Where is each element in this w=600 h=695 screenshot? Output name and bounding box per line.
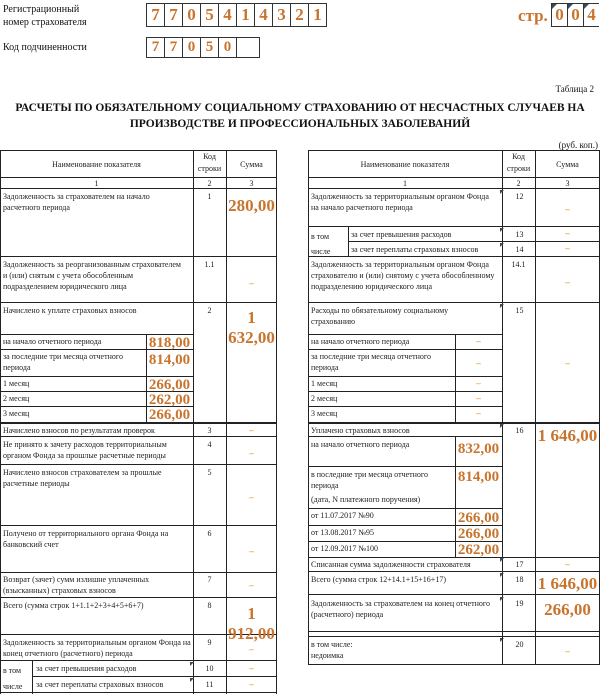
divider [32,660,33,694]
table-label: Таблица 2 [555,84,594,94]
divider [308,302,600,303]
col-header-name: Наименование показателя [360,160,450,169]
row-16-sub-value[interactable]: 832,00 [457,441,500,457]
divider [308,571,600,572]
row-14-1-value[interactable]: – [565,277,570,287]
reg-number-label [3,3,87,29]
row-10-name: за счет превышения расходов [36,664,137,673]
row-12-value[interactable]: – [565,204,570,214]
row-4-value[interactable]: – [249,448,254,458]
row-11-value[interactable]: – [249,679,254,689]
row-9-code: 9 [207,638,212,647]
row-17-name: Списанная сумма задолженности страхователя [311,560,471,569]
col-header-code [502,151,535,175]
divider [308,226,600,227]
col-header-code [193,151,226,175]
row-20-name [311,639,496,661]
row-17-code: 17 [503,559,536,570]
incl-line1: в том [311,232,330,241]
row-15-sub-name: 3 месяц [311,409,338,418]
row-10-value[interactable]: – [249,663,254,673]
divider [308,436,502,437]
row-20-line2: недоимка [311,651,344,660]
row-3-value[interactable]: – [249,425,254,435]
reg-digit: 4 [219,4,237,26]
reg-digit: 1 [237,4,255,26]
reg-label-line1: Регистрационный [3,4,80,15]
sub-digit: 5 [201,38,219,57]
row-2-sub-name: 1 месяц [3,379,30,388]
row-2-sub-value[interactable]: 814,00 [148,352,191,368]
row-2-sub-value[interactable]: 266,00 [148,377,191,393]
row-13-name: за счет превышения расходов [351,230,452,239]
row-14-code: 14 [503,244,536,255]
divider [0,302,277,303]
row-7-name: Возврат (зачет) сумм излишне уплаченных (взысканных) страховых взносов [3,575,150,595]
row-14-value[interactable]: – [565,243,570,253]
row-3-name: Начислено взносов по результатам проверок [3,426,155,435]
row-12-name: Задолженность за территориальным органом Фонда на начало расчетного периода [311,192,489,212]
divider [308,406,502,407]
row-16-value[interactable]: 1 646,00 [537,426,598,445]
row-20-code: 20 [503,639,536,650]
including-label [3,663,31,695]
row-1-code: 1 [207,192,212,201]
row-15-sub-value[interactable]: – [476,358,481,368]
row-15-sub-value[interactable]: – [476,408,481,418]
row-8-value[interactable]: 1 912,00 [228,604,275,643]
divider [0,422,277,424]
divider [0,597,277,598]
row-20-line1: в том числе: [311,640,353,649]
row-1-value[interactable]: 280,00 [228,196,275,215]
incl-line2: числе [3,682,23,691]
col-header-name: Наименование показателя [52,160,141,169]
row-18-name: Всего (сумма строк 12+14.1+15+16+17) [311,575,446,584]
incl-line2: числе [311,247,331,256]
row-12-code: 12 [503,191,536,202]
reg-digit: 5 [201,4,219,26]
divider [0,692,277,693]
row-16-sub-value[interactable]: 266,00 [457,510,500,526]
row-3-code: 3 [207,426,212,435]
row-5-code: 5 [207,468,212,477]
row-1-1-code: 1.1 [204,260,215,269]
divider [308,256,600,257]
divider [0,572,277,573]
row-16-name: Уплачено страховых взносов [311,426,410,435]
row-16-sub-value[interactable]: 266,00 [457,526,500,542]
row-8-code: 8 [207,601,212,610]
row-16-sub-name: от 13.08.2017 №95 [311,528,375,537]
row-16-sub-name: в последние три месяца отчетного периода [311,470,429,490]
row-2-sub-name: за последние три месяца отчетного периода [3,352,123,372]
divider [502,632,503,664]
row-4-name: Не принято к зачету расходов территориальным органом Фонда за прошлые расчетные периоды [3,440,167,460]
row-16-sub-value[interactable]: 262,00 [457,542,500,558]
col-num: 1 [94,179,99,188]
row-1-1-value[interactable]: – [249,278,254,288]
row-2-name: Начислено к уплате страховых взносов [3,306,137,315]
page-digit: 0 [552,4,568,26]
col-num: 3 [565,179,570,188]
row-20-value[interactable]: – [565,646,570,656]
incl-line1: в том [3,666,22,675]
row-15-sub-value[interactable]: – [476,336,481,346]
row-15-sub-name: 2 месяц [311,394,338,403]
row-16-code: 16 [503,425,536,436]
divider [535,632,536,664]
code-line2: строки [506,164,531,173]
divider [308,664,600,665]
sub-digit [237,38,260,57]
row-6-name: Получено от территориального органа Фонда на банковский счет [3,529,169,549]
row-15-name: Расходы по обязательному социальному страхованию [311,306,449,326]
row-7-code: 7 [207,575,212,584]
row-15-code: 15 [503,305,536,316]
reg-digit: 0 [183,4,201,26]
row-6-code: 6 [207,529,212,538]
divider [308,334,502,335]
row-2-sub-value[interactable]: 818,00 [148,335,191,351]
row-2-sub-name: 3 месяц [3,409,30,418]
col-num: 1 [403,179,407,188]
row-4-code: 4 [207,440,212,449]
code-line1: Код [203,152,216,161]
row-2-code: 2 [207,306,212,315]
page-digit: 0 [568,4,584,26]
divider [32,676,277,677]
row-15-sub-value[interactable]: – [476,378,481,388]
row-2-sub-value[interactable]: 266,00 [148,407,191,423]
row-2-sub-value[interactable]: 262,00 [148,392,191,408]
row-6-value[interactable]: – [249,546,254,556]
reg-digit: 7 [147,4,165,26]
divider [348,241,600,242]
divider [348,226,349,256]
row-14-name: за счет переплаты страховых взносов [351,245,479,254]
divider [308,466,502,467]
row-15-sub-name: за последние три месяца отчетного периода [311,352,431,372]
page-label: стр. [518,6,548,25]
row-9-name: Задолженность за территориальным органом Фонда на конец отчетного (расчетного) периода [3,638,191,658]
row-11-name: за счет переплаты страховых взносов [36,680,164,689]
col-header-sum: Сумма [240,160,263,169]
row-14-1-code: 14.1 [511,260,526,269]
divider [308,349,502,350]
row-9-value[interactable]: – [249,644,254,654]
row-5-name: Начислено взносов страхователем за прошлые расчетные периоды [3,468,162,488]
row-15-sub-name: 1 месяц [311,379,338,388]
units-label: (руб. коп.) [558,140,598,150]
sub-digit: 0 [183,38,201,57]
row-10-code: 10 [193,663,226,674]
reg-digit: 3 [273,4,291,26]
row-2-sub-name: 2 месяц [3,394,30,403]
sub-digit: 0 [219,38,237,57]
divider [308,391,502,392]
reg-digit: 2 [291,4,309,26]
sub-digit: 7 [147,38,165,57]
title-line1: РАСЧЕТЫ ПО ОБЯЗАТЕЛЬНОМУ СОЦИАЛЬНОМУ СТРАХОВАНИЮ ОТ НЕСЧАСТНЫХ СЛУЧАЕВ НА [15,102,585,114]
row-13-value[interactable]: – [565,228,570,238]
row-16-sub-name: от 11.07.2017 №90 [311,511,374,520]
row-16-sub-note: (дата, N платежного поручения) [311,495,421,504]
row-16-sub-name: от 12.09.2017 №100 [311,544,379,553]
divider [0,436,277,437]
row-2-value[interactable]: 1 632,00 [228,308,275,347]
reg-digit: 4 [255,4,273,26]
row-11-code: 11 [193,679,226,690]
row-15-sub-name: на начало отчетного периода [311,337,410,346]
col-num: 2 [516,179,521,188]
divider [0,464,277,465]
reg-number-field[interactable] [146,3,327,27]
row-17-value[interactable]: – [565,559,570,569]
divider [0,660,277,661]
row-16-sub-name: на начало отчетного периода [311,440,410,449]
row-5-value[interactable]: – [249,492,254,502]
row-14-1-name: Задолженность за территориальным органом Фонда страхователю и (или) снятому с учета обособленному подразделению юридического лица [311,260,495,291]
divider [308,632,309,664]
divider [0,525,277,526]
divider [0,256,277,257]
row-8-name: Всего (сумма строк 1+1.1+2+3+4+5+6+7) [3,601,144,610]
divider [308,557,600,558]
divider [308,594,600,595]
row-19-value[interactable]: 266,00 [544,600,591,619]
page-title [0,100,600,132]
row-15-sub-value[interactable]: – [476,393,481,403]
divider [308,636,600,637]
col-num: 3 [249,179,254,188]
col-header-sum: Сумма [556,160,579,169]
divider [308,422,600,424]
row-2-sub-name: на начало отчетного периода [3,337,102,346]
page-number-field[interactable] [551,3,599,27]
page-digit: 4 [584,4,599,26]
title-line2: ПРОИЗВОДСТВЕ И ПРОФЕССИОНАЛЬНЫХ ЗАБОЛЕВАНИЙ [129,118,471,130]
row-1-1-name: Задолженность за реорганизованным страхователем и (или) снятым с учета обособленным подразделением юридического лица [3,260,181,291]
code-line2: строки [197,164,222,173]
reg-digit: 7 [165,4,183,26]
row-16-sub-value[interactable]: 814,00 [457,469,500,485]
row-19-code: 19 [503,598,536,609]
sub-code-label: Код подчиненности [3,42,87,53]
reg-label-line2: номер страхователя [3,17,87,28]
row-1-name: Задолженность за страхователем на начало расчетного периода [3,192,150,212]
row-19-name: Задолженность за страхователем на конец отчетного (расчетного) периода [311,599,490,619]
divider [308,376,502,377]
row-15-value[interactable]: – [565,358,570,368]
sub-code-field[interactable] [146,37,260,58]
sub-digit: 7 [165,38,183,57]
divider [308,508,502,509]
reg-digit: 1 [309,4,327,26]
row-7-value[interactable]: – [249,580,254,590]
code-line1: Код [512,152,525,161]
row-18-value[interactable]: 1 646,00 [537,574,598,593]
including-label [311,229,347,259]
col-num: 2 [207,179,212,188]
row-13-code: 13 [503,229,536,240]
row-18-code: 18 [503,574,536,585]
